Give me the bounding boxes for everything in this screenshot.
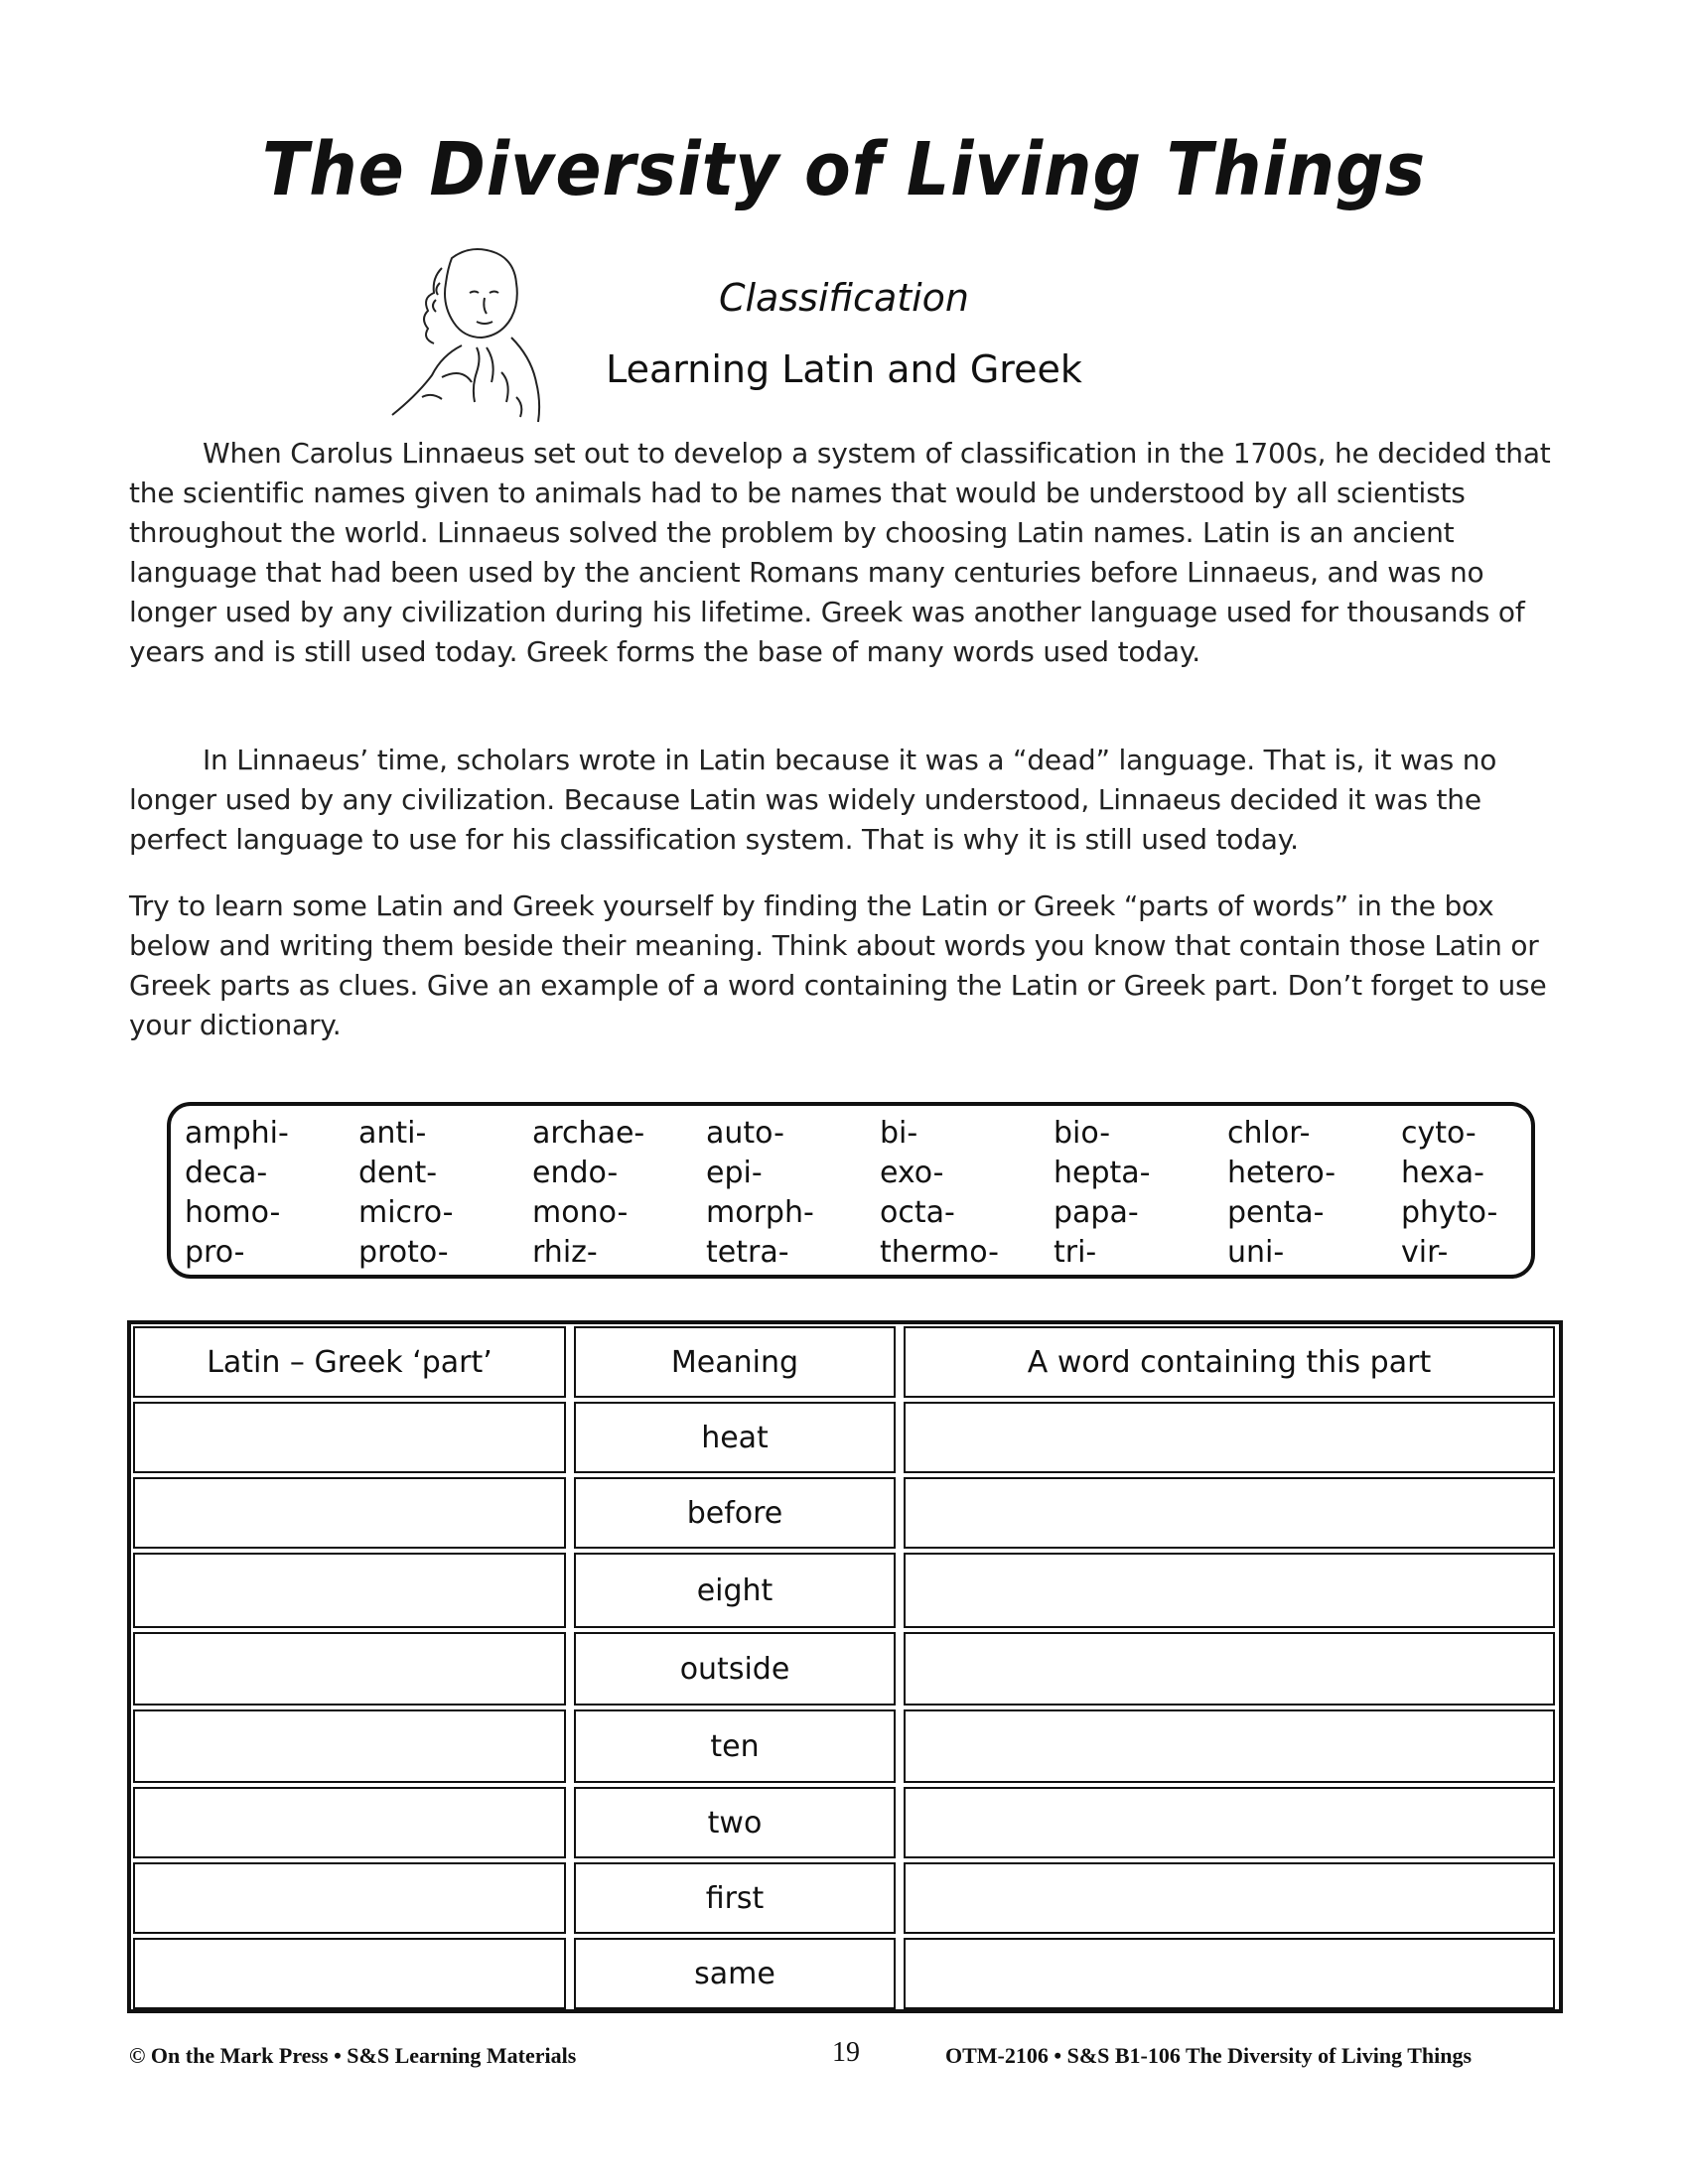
meaning-cell: two xyxy=(574,1787,896,1858)
intro-paragraph: When Carolus Linnaeus set out to develop a system of classification in the 1700s, he decided that the scientific names given to animals had to be names that would be understood by all scientists throughout the world. Linnaeus solved the problem by choosing Latin names. Latin is an ancient language that had been used by the ancient Romans many centuries before Linnaeus, and was no longer used by any civilization during his lifetime. Greek was another language used for thousands of years and is still used today. Greek forms the base of many words used today. xyxy=(129,437,1551,668)
footer-copyright: © On the Mark Press • S&S Learning Materials xyxy=(129,2043,577,2068)
word-part: tetra- xyxy=(706,1235,789,1270)
table-row xyxy=(131,1477,1559,1549)
part-answer-cell[interactable] xyxy=(133,1402,566,1473)
table-header-row xyxy=(131,1326,1559,1398)
footer-product-code: OTM-2106 • S&S B1-106 The Diversity of Living Things xyxy=(945,2043,1473,2068)
word-part: hexa- xyxy=(1401,1156,1484,1190)
meaning-cell: outside xyxy=(574,1632,896,1706)
meaning-cell: before xyxy=(574,1477,896,1549)
table-row xyxy=(131,1632,1559,1706)
header-meaning: Meaning xyxy=(574,1326,896,1398)
word-part: hepta- xyxy=(1054,1156,1151,1190)
page-title: The Diversity of Living Things xyxy=(261,127,1427,212)
table-row xyxy=(131,1787,1559,1858)
linnaeus-portrait xyxy=(382,238,556,427)
word-part: octa- xyxy=(880,1195,955,1230)
word-part: anti- xyxy=(358,1116,427,1151)
header-part: Latin – Greek ‘part’ xyxy=(133,1326,566,1398)
word-part: morph- xyxy=(706,1195,814,1230)
word-part: auto- xyxy=(706,1116,784,1151)
word-part: papa- xyxy=(1054,1195,1139,1230)
word-part: epi- xyxy=(706,1156,763,1190)
table-row xyxy=(131,1553,1559,1628)
word-part: vir- xyxy=(1401,1235,1449,1270)
example-word-cell[interactable] xyxy=(904,1787,1555,1858)
meaning-cell: first xyxy=(574,1862,896,1934)
word-part: penta- xyxy=(1227,1195,1325,1230)
part-answer-cell[interactable] xyxy=(133,1477,566,1549)
part-answer-cell[interactable] xyxy=(133,1862,566,1934)
part-answer-cell[interactable] xyxy=(133,1709,566,1783)
instructions-paragraph: Try to learn some Latin and Greek yourself by finding the Latin or Greek “parts of words” in the box below and writing them beside their meaning. Think about words you know that contain those Latin or Greek parts as clues. Give an example of a word containing the Latin or Greek part. Don’t forget to use your dictionary. xyxy=(129,889,1547,1041)
word-part: proto- xyxy=(358,1235,449,1270)
example-word-cell[interactable] xyxy=(904,1477,1555,1549)
part-answer-cell[interactable] xyxy=(133,1787,566,1858)
word-part: tri- xyxy=(1054,1235,1097,1270)
meaning-cell: same xyxy=(574,1938,896,2009)
table-row xyxy=(131,1709,1559,1783)
header-example-word: A word containing this part xyxy=(904,1326,1555,1398)
page-number: 19 xyxy=(832,2037,860,2068)
word-part: exo- xyxy=(880,1156,944,1190)
word-parts-box xyxy=(167,1102,1535,1279)
part-answer-cell[interactable] xyxy=(133,1632,566,1706)
word-part: bi- xyxy=(880,1116,918,1151)
word-part: phyto- xyxy=(1401,1195,1498,1230)
word-part: micro- xyxy=(358,1195,454,1230)
example-word-cell[interactable] xyxy=(904,1402,1555,1473)
part-answer-cell[interactable] xyxy=(133,1553,566,1628)
word-part: thermo- xyxy=(880,1235,999,1270)
table-row xyxy=(131,1938,1559,2009)
word-part: amphi- xyxy=(185,1116,289,1151)
part-answer-cell[interactable] xyxy=(133,1938,566,2009)
word-parts-grid xyxy=(185,1116,1525,1275)
word-part: endo- xyxy=(532,1156,619,1190)
word-part: homo- xyxy=(185,1195,281,1230)
word-part: hetero- xyxy=(1227,1156,1336,1190)
table-row xyxy=(131,1402,1559,1473)
word-part: chlor- xyxy=(1227,1116,1311,1151)
meaning-cell: ten xyxy=(574,1709,896,1783)
meaning-cell: eight xyxy=(574,1553,896,1628)
section-heading: Learning Latin and Greek xyxy=(606,347,1082,391)
word-part: archae- xyxy=(532,1116,645,1151)
word-part: pro- xyxy=(185,1235,245,1270)
example-word-cell[interactable] xyxy=(904,1709,1555,1783)
section-subtitle: Classification xyxy=(718,276,970,320)
word-part: bio- xyxy=(1054,1116,1111,1151)
word-part: rhiz- xyxy=(532,1235,598,1270)
table-row xyxy=(131,1862,1559,1934)
word-part: cyto- xyxy=(1401,1116,1477,1151)
word-part: mono- xyxy=(532,1195,629,1230)
word-part: deca- xyxy=(185,1156,268,1190)
example-word-cell[interactable] xyxy=(904,1862,1555,1934)
worksheet-table xyxy=(127,1320,1563,2013)
history-paragraph: In Linnaeus’ time, scholars wrote in Latin because it was a “dead” language. That is, it was no longer used by any civilization. Because Latin was widely understood, Linnaeus decided it was the perfect language to use for his classification system. That is why it is still used today. xyxy=(129,744,1497,856)
word-part: dent- xyxy=(358,1156,438,1190)
meaning-cell: heat xyxy=(574,1402,896,1473)
example-word-cell[interactable] xyxy=(904,1632,1555,1706)
example-word-cell[interactable] xyxy=(904,1938,1555,2009)
word-part: uni- xyxy=(1227,1235,1285,1270)
example-word-cell[interactable] xyxy=(904,1553,1555,1628)
